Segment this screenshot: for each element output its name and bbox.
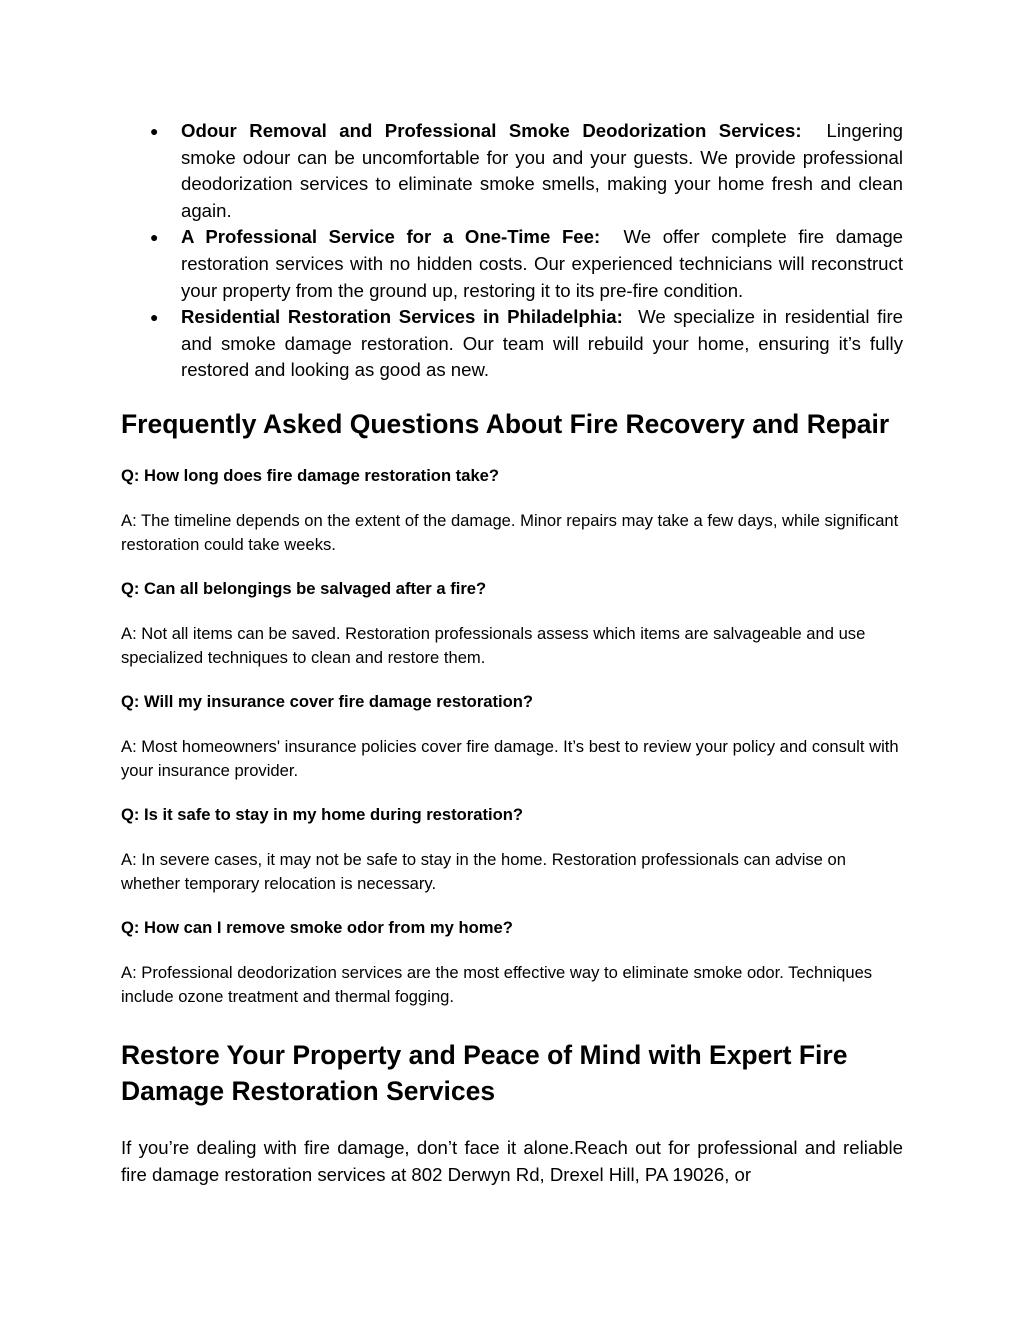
document-page <box>121 118 903 1188</box>
bullet-text: Lingering smoke odour can be uncomfortable for you and your guests. We provide professional deodorization services to eliminate smoke smells, making your home fresh and clean again. <box>181 120 903 221</box>
bullet-text: We offer complete fire damage restoration services with no hidden costs. Our experienced technicians will reconstruct your property from the ground up, restoring it to its pre-fire condition. <box>181 226 903 301</box>
faq-question: Q: How can I remove smoke odor from my home? <box>121 917 513 937</box>
bullet-text: We specialize in residential fire and smoke damage restoration. Our team will rebuild your home, ensuring it’s fully restored and looking as good as new. <box>181 306 903 381</box>
faq-question: Q: How long does fire damage restoration take? <box>121 465 500 485</box>
faq-item <box>121 803 903 896</box>
faq-answer: A: Professional deodorization services are the most effective way to eliminate smoke odor. Techniques include ozone treatment and thermal fogging. <box>121 962 873 1006</box>
bullet-item-residential <box>121 304 903 384</box>
faq-question: Q: Can all belongings be salvaged after a fire? <box>121 578 487 598</box>
bullet-item-odour-removal <box>121 118 903 224</box>
bullet-title: Odour Removal and Professional Smoke Deodorization Services: <box>181 120 802 141</box>
faq-heading: Frequently Asked Questions About Fire Recovery and Repair <box>121 408 890 439</box>
bullet-dot-icon: ● <box>150 229 159 246</box>
faq-answer: A: Not all items can be saved. Restoration professionals assess which items are salvageable and use specialized techniques to clean and restore them. <box>121 623 866 667</box>
bullet-dot-icon: ● <box>150 123 159 139</box>
faq-question: Q: Will my insurance cover fire damage restoration? <box>121 691 534 711</box>
faq-answer: A: Most homeowners' insurance policies cover fire damage. It’s best to review your policy and consult with your insurance provider. <box>121 736 899 780</box>
faq-item <box>121 577 903 670</box>
faq-answer: A: The timeline depends on the extent of the damage. Minor repairs may take a few days, while significant restoration could take weeks. <box>121 510 899 554</box>
faq-item <box>121 690 903 783</box>
bullet-dot-icon: ● <box>150 309 159 326</box>
faq-question: Q: Is it safe to stay in my home during restoration? <box>121 804 524 824</box>
services-bullet-list <box>121 118 903 384</box>
restore-heading: Restore Your Property and Peace of Mind with Expert Fire Damage Restoration Services <box>121 1039 848 1106</box>
faq-item <box>121 464 903 557</box>
closing-paragraph: If you’re dealing with fire damage, don’t face it alone.Reach out for professional and reliable fire damage restoration services at 802 Derwyn Rd, Drexel Hill, PA 19026, or <box>121 1136 903 1185</box>
faq-answer: A: In severe cases, it may not be safe to stay in the home. Restoration professionals can advise on whether temporary relocation is necessary. <box>121 849 846 893</box>
faq-list <box>121 464 903 1009</box>
bullet-item-one-time-fee <box>121 224 903 304</box>
bullet-title: A Professional Service for a One-Time Fee: <box>181 226 601 248</box>
bullet-title: Residential Restoration Services in Philadelphia: <box>181 306 623 328</box>
faq-item <box>121 916 903 1009</box>
